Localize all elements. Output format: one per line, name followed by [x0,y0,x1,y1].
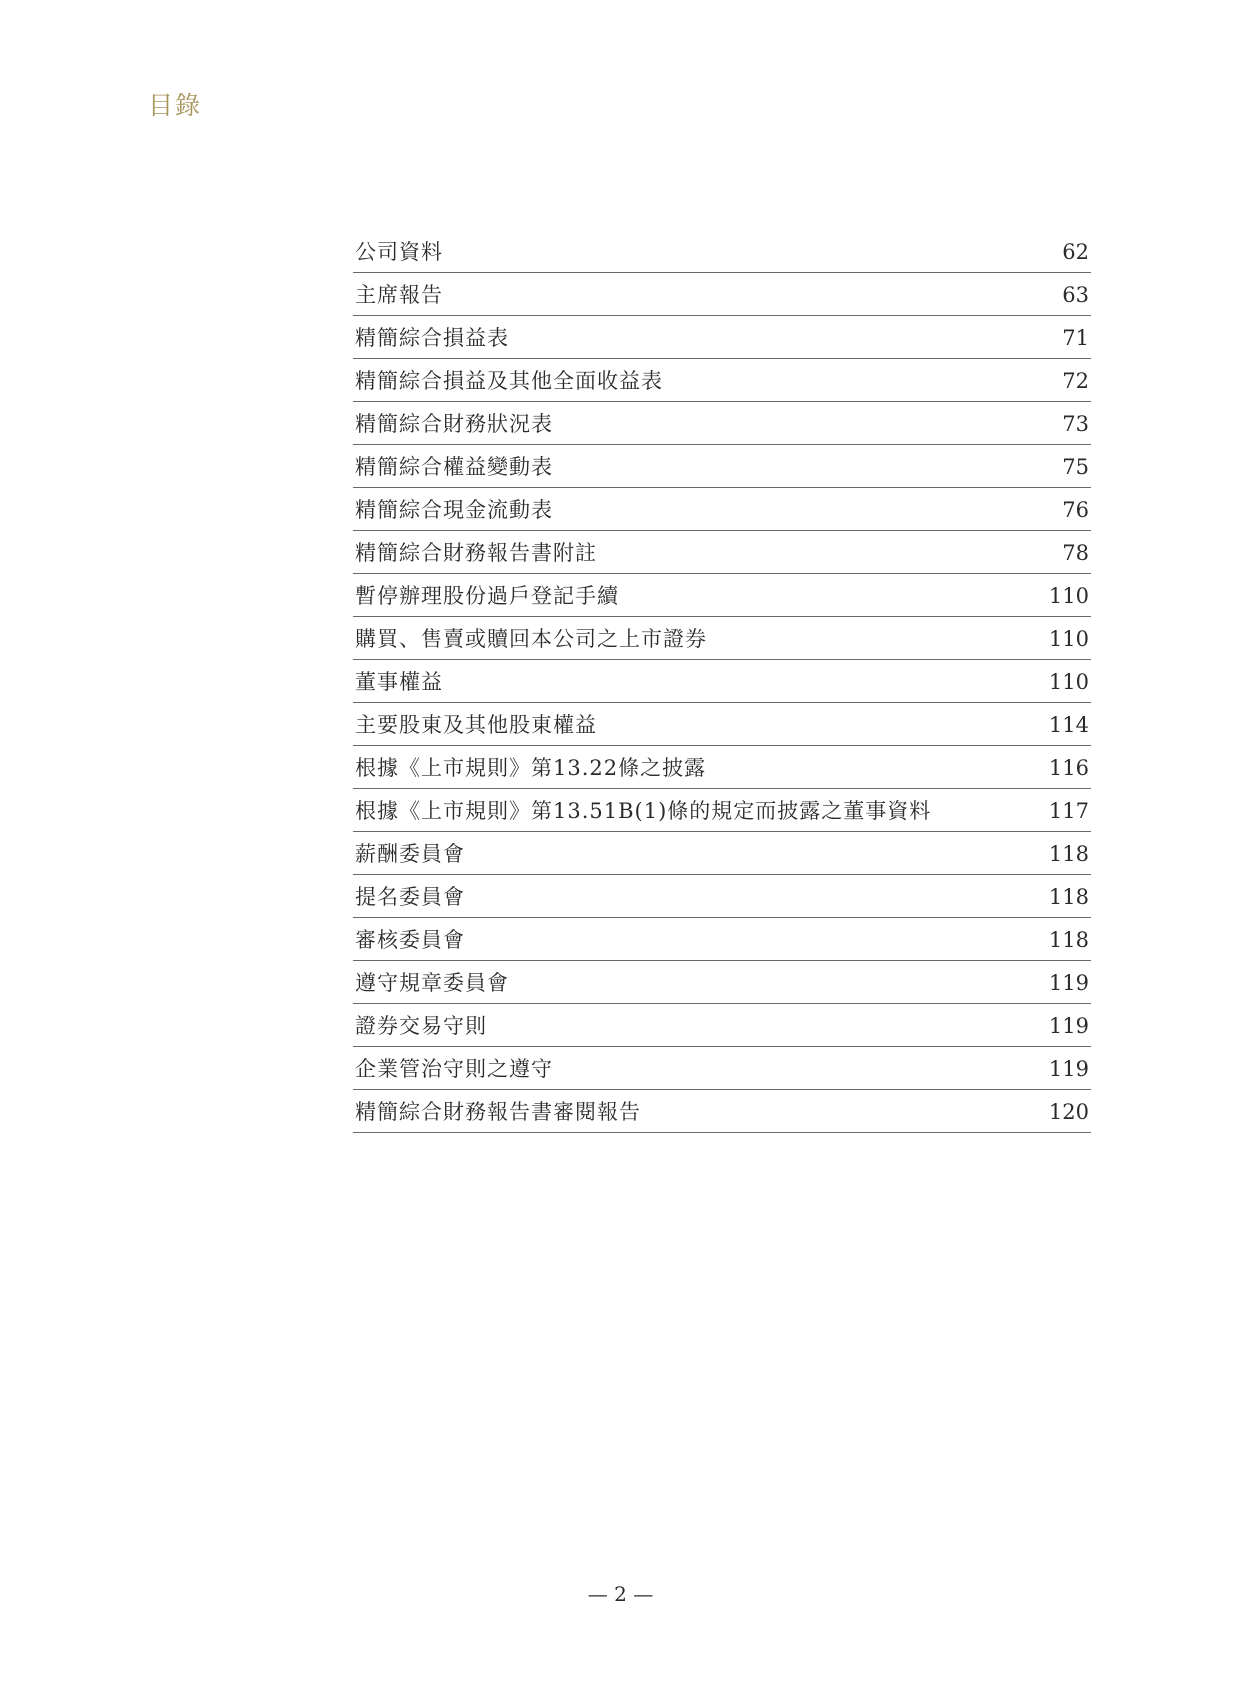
toc-entry-title: 薪酬委員會 [355,842,465,866]
toc-entry-page-number: 119 [1048,971,1089,995]
toc-entry-title: 審核委員會 [355,928,465,952]
toc-entry-title: 精簡綜合財務狀況表 [355,412,553,436]
toc-entry-page-number: 118 [1048,842,1089,866]
toc-entry-page-number: 119 [1048,1014,1089,1038]
toc-entry[interactable] [353,961,1091,1004]
toc-entry[interactable] [353,703,1091,746]
toc-entry-title: 精簡綜合財務報告書附註 [355,541,597,565]
toc-entry-page-number: 71 [1062,326,1089,350]
toc-entry-title: 精簡綜合權益變動表 [355,455,553,479]
toc-entry[interactable] [353,1047,1091,1090]
toc-entry-title: 精簡綜合損益表 [355,326,509,350]
toc-entry-title: 主要股東及其他股東權益 [355,713,597,737]
toc-entry-page-number: 114 [1048,713,1089,737]
toc-entry-page-number: 118 [1048,885,1089,909]
toc-entry[interactable] [353,230,1091,273]
toc-entry[interactable] [353,402,1091,445]
toc-entry-page-number: 110 [1048,670,1089,694]
toc-entry[interactable] [353,359,1091,402]
toc-entry-page-number: 78 [1062,541,1089,565]
toc-entry[interactable] [353,531,1091,574]
table-of-contents [353,230,1091,1133]
toc-entry-title: 董事權益 [355,670,443,694]
toc-entry[interactable] [353,832,1091,875]
toc-entry-page-number: 73 [1062,412,1089,436]
toc-entry-title: 精簡綜合損益及其他全面收益表 [355,369,663,393]
toc-entry-title: 證券交易守則 [355,1014,487,1038]
toc-entry-page-number: 75 [1062,455,1089,479]
toc-entry-page-number: 117 [1048,799,1089,823]
toc-entry-title: 主席報告 [355,283,443,307]
toc-entry-page-number: 110 [1048,584,1089,608]
page-number: — 2 — [587,1582,654,1606]
page-title: 目錄 [148,91,203,120]
toc-entry[interactable] [353,488,1091,531]
toc-entry-title: 提名委員會 [355,885,465,909]
toc-entry[interactable] [353,660,1091,703]
toc-entry[interactable] [353,273,1091,316]
toc-entry[interactable] [353,617,1091,660]
toc-entry-title: 精簡綜合財務報告書審閱報告 [355,1100,641,1124]
toc-entry-page-number: 116 [1048,756,1089,780]
toc-entry[interactable] [353,445,1091,488]
toc-entry-title: 根據《上市規則》第13.51B(1)條的規定而披露之董事資料 [355,799,932,823]
toc-entry-title: 根據《上市規則》第13.22條之披露 [355,756,707,780]
toc-entry[interactable] [353,316,1091,359]
toc-entry-title: 精簡綜合現金流動表 [355,498,553,522]
toc-entry[interactable] [353,875,1091,918]
toc-entry-page-number: 119 [1048,1057,1089,1081]
toc-entry-title: 購買、售賣或贖回本公司之上市證券 [355,627,707,651]
toc-entry[interactable] [353,789,1091,832]
toc-entry-title: 企業管治守則之遵守 [355,1057,553,1081]
toc-entry-title: 公司資料 [355,240,443,264]
toc-entry[interactable] [353,918,1091,961]
toc-entry-page-number: 110 [1048,627,1089,651]
toc-entry[interactable] [353,574,1091,617]
toc-entry-page-number: 118 [1048,928,1089,952]
toc-entry-page-number: 63 [1062,283,1089,307]
toc-entry-page-number: 76 [1062,498,1089,522]
toc-entry-page-number: 62 [1062,240,1089,264]
toc-entry[interactable] [353,1090,1091,1133]
toc-entry[interactable] [353,746,1091,789]
toc-entry[interactable] [353,1004,1091,1047]
toc-entry-page-number: 120 [1048,1100,1089,1124]
toc-entry-page-number: 72 [1062,369,1089,393]
toc-entry-title: 遵守規章委員會 [355,971,509,995]
toc-entry-title: 暫停辦理股份過戶登記手續 [355,584,619,608]
